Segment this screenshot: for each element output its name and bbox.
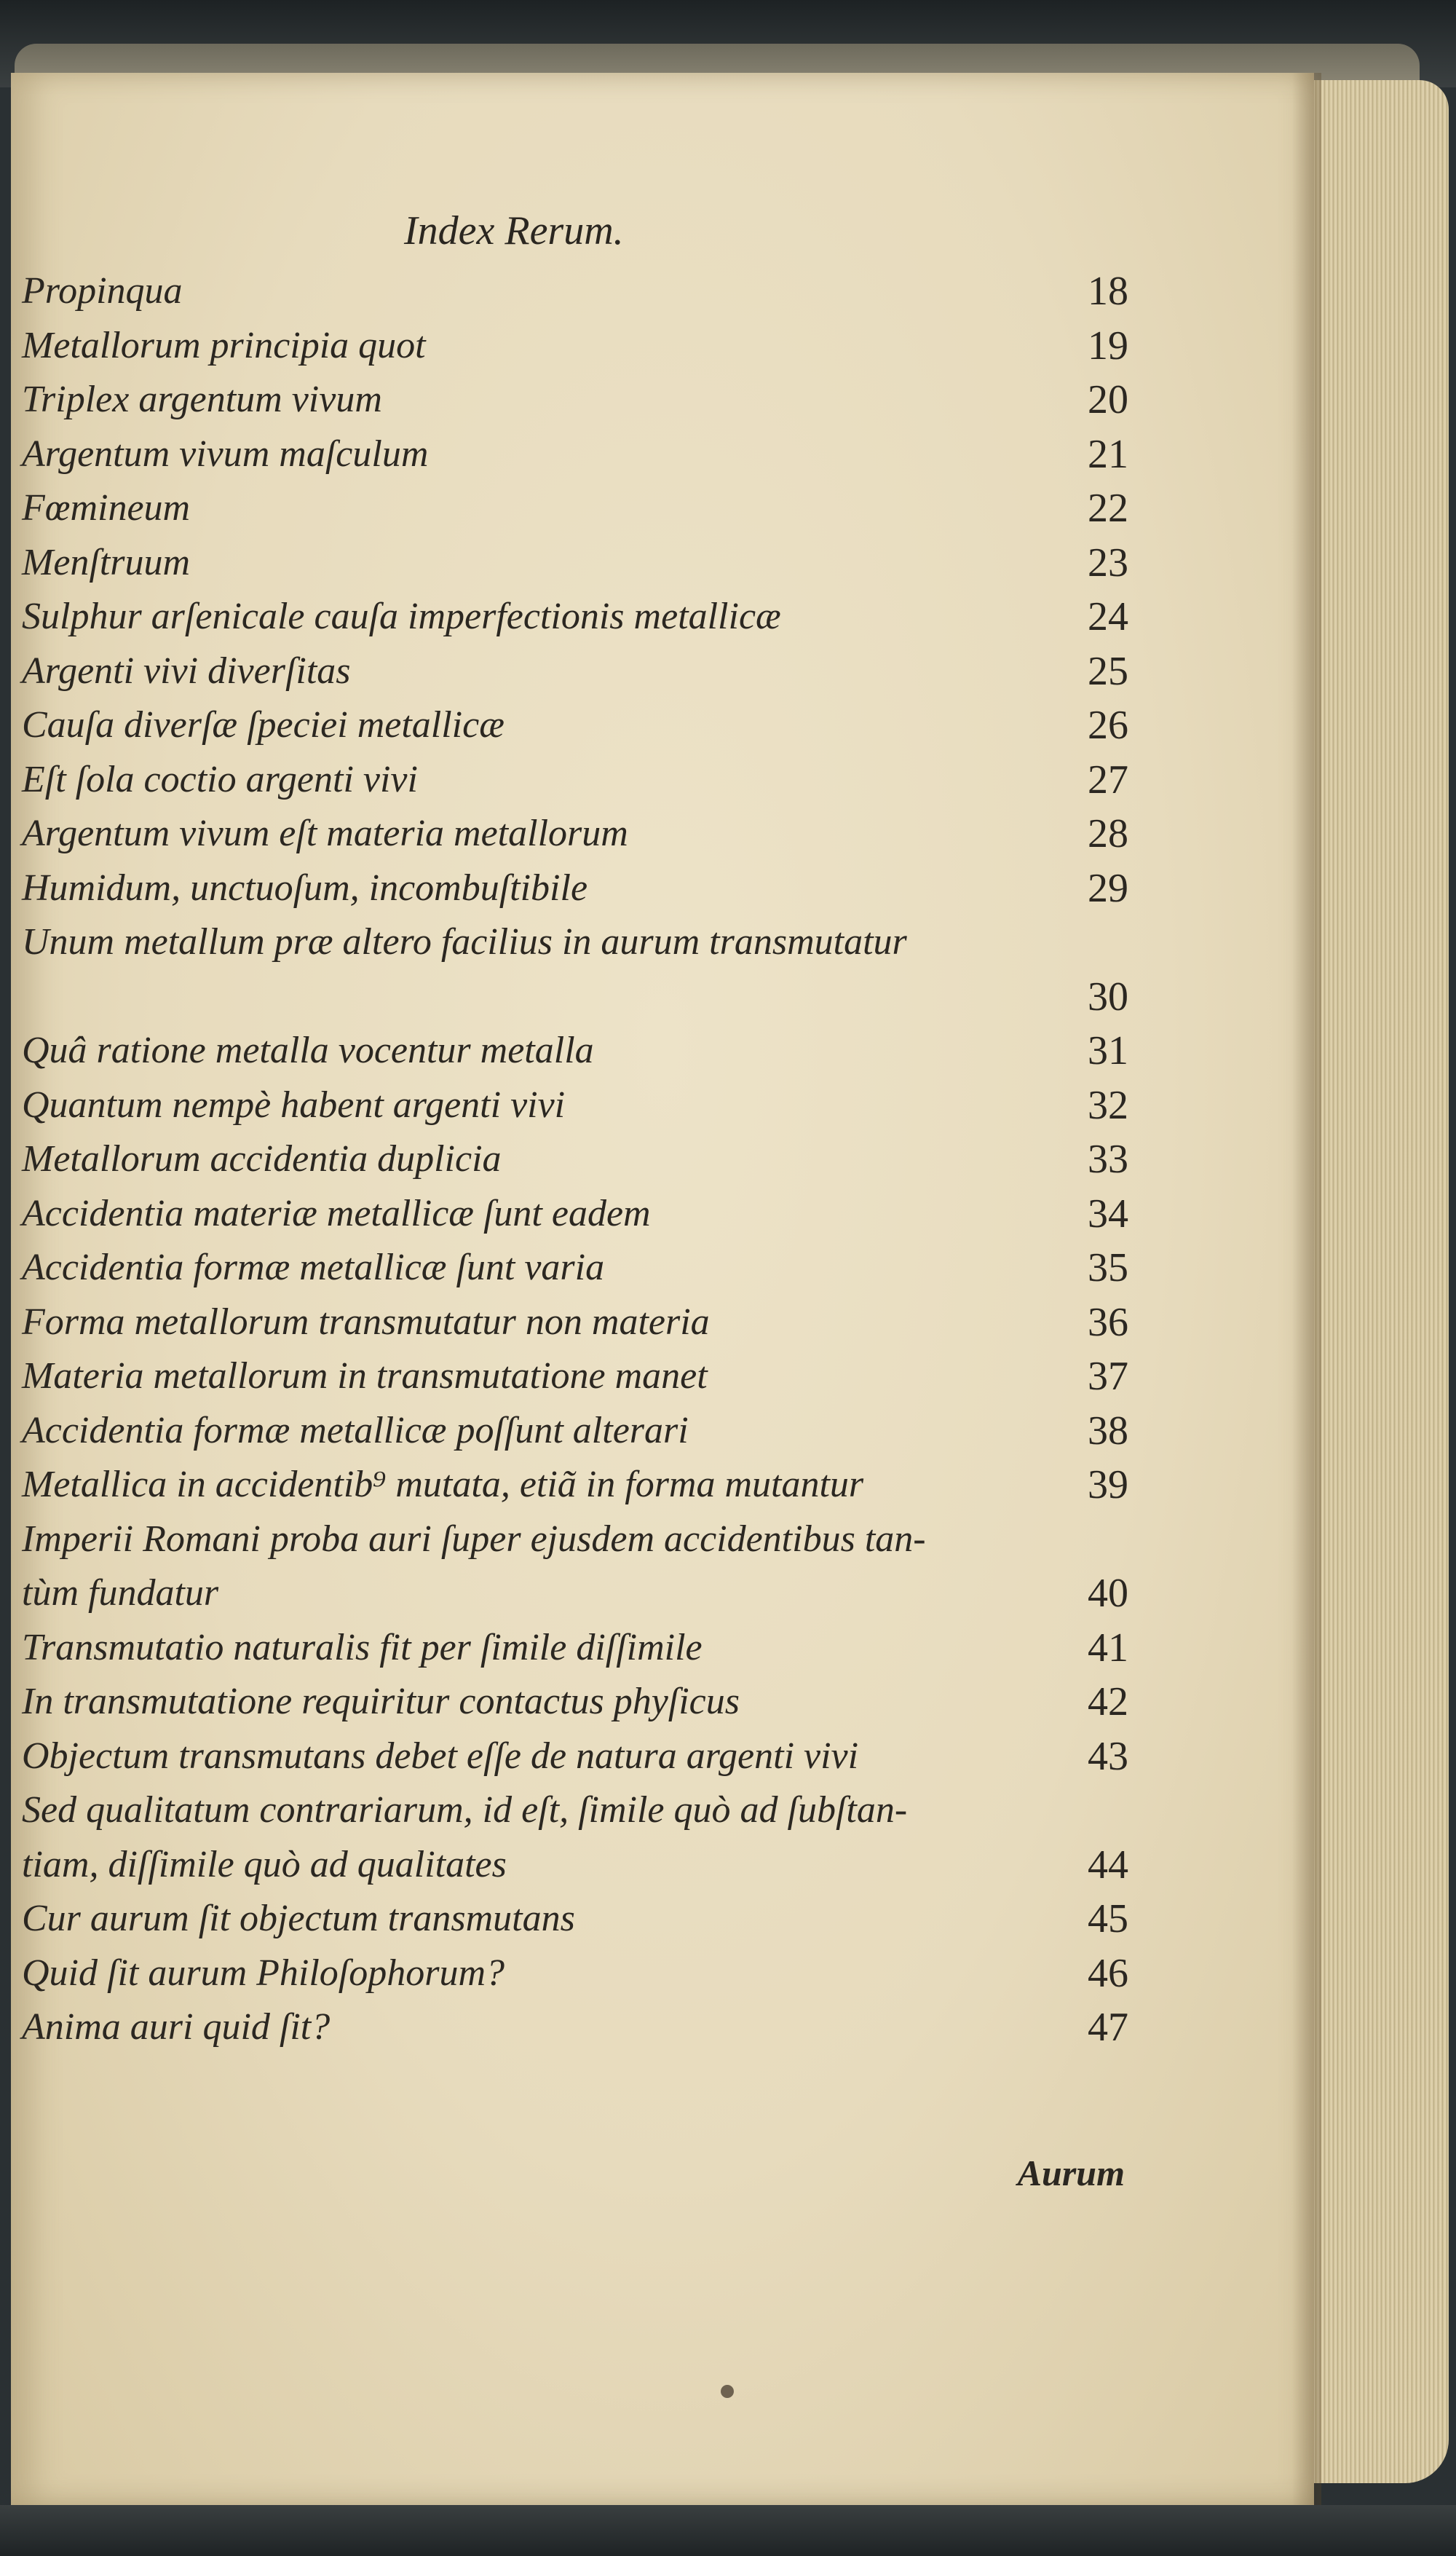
entry-label: Metallorum accidentia duplicia [22, 1138, 502, 1180]
index-entry [22, 913, 1259, 971]
index-entry [22, 588, 1259, 646]
entry-label: Quâ ratione metalla vocentur metalla [22, 1030, 594, 1071]
entry-label: Cur aurum ſit objectum transmutans [22, 1898, 575, 1939]
entry-page-number: 42 [1088, 1679, 1128, 1724]
entry-label: Propinqua [22, 270, 183, 312]
entry-label: Eſt ſola coctio argenti vivi [22, 758, 418, 800]
entry-page-number: 30 [1088, 974, 1128, 1019]
entry-page-number: 43 [1088, 1733, 1128, 1779]
index-entry [22, 696, 1259, 754]
entry-label: Materia metallorum in transmutatione manet [22, 1355, 708, 1397]
index-entry [22, 1402, 1259, 1460]
index-entry [22, 425, 1259, 484]
entry-label: Quid ſit aurum Philoſophorum? [22, 1952, 505, 1994]
entry-label: Accidentia formæ metallicæ ſunt varia [22, 1247, 605, 1288]
entry-page-number: 36 [1088, 1299, 1128, 1345]
entry-label: Humidum, unctuoſum, incombuſtibile [22, 867, 588, 909]
index-entry [22, 1130, 1259, 1188]
entry-page-number: 45 [1088, 1896, 1128, 1941]
catchword: Aurum [1017, 2153, 1125, 2193]
index-entry [22, 534, 1259, 592]
index-entry [22, 262, 1259, 320]
entry-page-number: 28 [1088, 811, 1128, 856]
entry-label: Menſtruum [22, 541, 191, 583]
entry-label: Metallica in accidentib⁹ mutata, etiã in forma mutantur [22, 1464, 864, 1505]
entry-page-number: 27 [1088, 757, 1128, 802]
index-entry [22, 1836, 1259, 1894]
ink-spot [721, 2385, 734, 2398]
index-entry [22, 1890, 1259, 1948]
entry-page-number: 47 [1088, 2005, 1128, 2050]
index-entry [22, 317, 1259, 375]
running-head: Index Rerum. [404, 208, 624, 253]
entry-label: tùm fundatur [22, 1572, 219, 1614]
entry-page-number: 46 [1088, 1950, 1128, 1996]
entry-label: Sed qualitatum contrariarum, id eſt, ſimile quò ad ſubſtan- [22, 1789, 908, 1831]
index-entry [22, 1293, 1259, 1352]
entry-label: Objectum transmutans debet eſſe de natura argenti vivi [22, 1735, 859, 1777]
entry-page-number: 26 [1088, 703, 1128, 748]
index-entry [22, 1456, 1259, 1514]
entry-label: Forma metallorum transmutatur non materia [22, 1301, 710, 1343]
entry-page-number: 21 [1088, 431, 1128, 477]
entry-page-number: 24 [1088, 594, 1128, 639]
index-entry [22, 1076, 1259, 1135]
entry-label: Argenti vivi diverſitas [22, 650, 351, 692]
entry-page-number: 20 [1088, 377, 1128, 422]
entry-label: Fœmineum [22, 487, 191, 529]
entry-page-number: 22 [1088, 486, 1128, 531]
entry-page-number: 23 [1088, 540, 1128, 585]
entry-page-number: 29 [1088, 865, 1128, 911]
entry-page-number: 18 [1088, 269, 1128, 314]
background-bottom [0, 2505, 1456, 2556]
index-entry [22, 1347, 1259, 1405]
index-entry [22, 371, 1259, 429]
index-entry [22, 968, 1259, 1026]
index-entry [22, 1673, 1259, 1731]
entry-page-number: 32 [1088, 1082, 1128, 1128]
index-entry [22, 751, 1259, 809]
index-entry [22, 1022, 1259, 1080]
index-entry [22, 1998, 1259, 2056]
entry-label: Quantum nempè habent argenti vivi [22, 1084, 566, 1126]
book-fore-edge [1303, 80, 1449, 2483]
index-entry [22, 479, 1259, 537]
index-entries [11, 73, 1314, 2505]
entry-label: Accidentia formæ metallicæ poſſunt alterari [22, 1409, 689, 1451]
index-entry [22, 859, 1259, 918]
entry-page-number: 40 [1088, 1571, 1128, 1616]
entry-page-number: 35 [1088, 1245, 1128, 1290]
book-page [11, 73, 1314, 2505]
entry-label: Unum metallum præ altero facilius in aurum transmutatur [22, 921, 907, 963]
entry-page-number: 39 [1088, 1462, 1128, 1507]
entry-page-number: 25 [1088, 648, 1128, 694]
entry-label: Cauſa diverſæ ſpeciei metallicæ [22, 704, 505, 746]
entry-page-number: 41 [1088, 1625, 1128, 1671]
index-entry [22, 1619, 1259, 1677]
entry-page-number: 37 [1088, 1354, 1128, 1399]
entry-label: Argentum vivum eſt materia metallorum [22, 813, 628, 854]
entry-label: Anima auri quid ſit? [22, 2006, 331, 2048]
entry-page-number: 38 [1088, 1408, 1128, 1453]
index-entry [22, 1239, 1259, 1297]
entry-page-number: 44 [1088, 1842, 1128, 1888]
entry-label: Triplex argentum vivum [22, 379, 382, 420]
entry-label: Accidentia materiæ metallicæ ſunt eadem [22, 1192, 651, 1234]
index-entry [22, 1185, 1259, 1243]
entry-label: Transmutatio naturalis fit per ſimile diſſimile [22, 1626, 703, 1668]
entry-label: Argentum vivum maſculum [22, 433, 429, 475]
entry-page-number: 34 [1088, 1191, 1128, 1236]
entry-label: Imperii Romani proba auri ſuper ejusdem accidentibus tan- [22, 1518, 926, 1560]
index-entry [22, 805, 1259, 863]
entry-page-number: 19 [1088, 323, 1128, 368]
index-entry [22, 1564, 1259, 1622]
entry-label: tiam, diſſimile quò ad qualitates [22, 1843, 507, 1885]
index-entry [22, 1510, 1259, 1569]
entry-label: Sulphur arſenicale cauſa imperfectionis metallicæ [22, 596, 781, 637]
index-entry [22, 1944, 1259, 2003]
entry-label: In transmutatione requiritur contactus phyſicus [22, 1681, 740, 1722]
entry-label: Metallorum principia quot [22, 324, 426, 366]
entry-page-number: 31 [1088, 1028, 1128, 1073]
entry-page-number: 33 [1088, 1137, 1128, 1182]
index-entry [22, 642, 1259, 701]
index-entry [22, 1727, 1259, 1786]
index-entry [22, 1781, 1259, 1839]
